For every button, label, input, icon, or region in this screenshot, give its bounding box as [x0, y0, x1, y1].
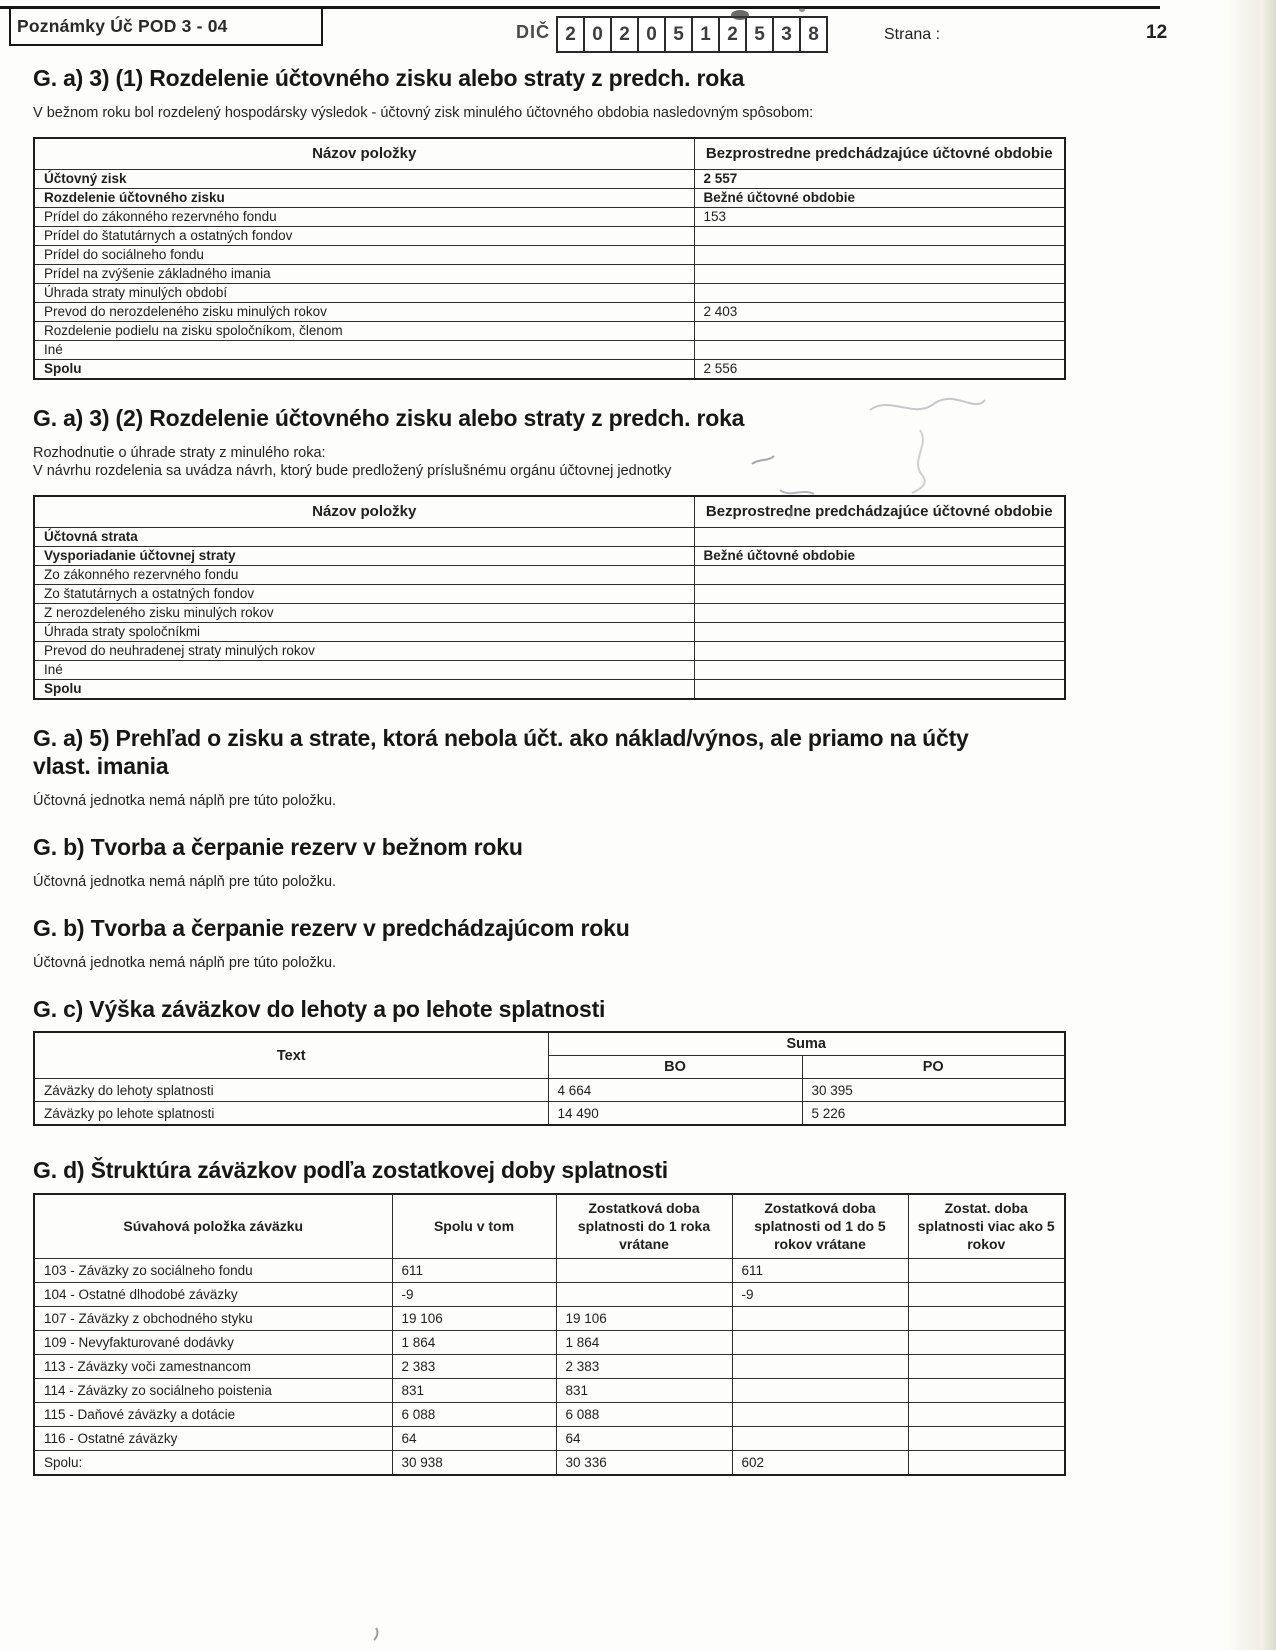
cell-value: [694, 679, 1065, 699]
cell-spolu: 831: [392, 1378, 556, 1402]
table-row: [34, 302, 1065, 321]
col-header-period: Bezprostredne predchádzajúce účtovné obdobie: [694, 496, 1065, 528]
table-row: [34, 1102, 1065, 1126]
cell-spolu: 30 938: [392, 1450, 556, 1475]
cell-spolu: 611: [392, 1258, 556, 1282]
s5-body: Účtovná jednotka nemá náplň pre túto položku.: [33, 954, 337, 971]
table-row: [34, 245, 1065, 264]
col-header-total: Spolu v tom: [392, 1194, 556, 1258]
table-row: [34, 660, 1065, 679]
cell-od1do5: 611: [732, 1258, 908, 1282]
cell-label: Spolu: [34, 679, 694, 699]
cell-do1: [556, 1258, 732, 1282]
cell-viac5: [908, 1378, 1065, 1402]
cell-value: 2 557: [694, 169, 1065, 188]
cell-value: [694, 584, 1065, 603]
cell-label: 116 - Ostatné záväzky: [34, 1426, 392, 1450]
cell-value: [694, 622, 1065, 641]
cell-do1: 1 864: [556, 1330, 732, 1354]
table-row: [34, 169, 1065, 188]
table-row: [34, 1258, 1065, 1282]
cell-spolu: -9: [392, 1282, 556, 1306]
cell-viac5: [908, 1282, 1065, 1306]
dic-digit-box: 0: [583, 16, 612, 53]
cell-label: Prídel do sociálneho fondu: [34, 245, 694, 264]
cell-label: Účtovná strata: [34, 527, 694, 546]
col-header-suma: Suma: [548, 1032, 1065, 1056]
page-number-label: Strana :: [884, 26, 941, 43]
cell-value: [694, 245, 1065, 264]
cell-label: Prídel do zákonného rezervného fondu: [34, 207, 694, 226]
cell-value: 2 556: [694, 359, 1065, 379]
loss-settlement-table: [33, 495, 1066, 700]
table-row: [34, 1402, 1065, 1426]
section-title-ga5: G. a) 5) Prehľad o zisku a strate, ktorá nebola účt. ako náklad/výnos, ale priamo na účty vlast. imania: [33, 724, 969, 780]
section-title-gd: G. d) Štruktúra záväzkov podľa zostatkovej doby splatnosti: [33, 1157, 668, 1184]
liabilities-structure-table: [33, 1193, 1066, 1476]
profit-distribution-table: [33, 137, 1066, 380]
cell-od1do5: -9: [732, 1282, 908, 1306]
cell-label: Spolu: [34, 359, 694, 379]
cell-value: [694, 226, 1065, 245]
cell-do1: 6 088: [556, 1402, 732, 1426]
dic-digit-box: 3: [772, 16, 801, 53]
table-row: [34, 565, 1065, 584]
cell-do1: 831: [556, 1378, 732, 1402]
table-row: [34, 283, 1065, 302]
cell-label: 109 - Nevyfakturované dodávky: [34, 1330, 392, 1354]
cell-value: Bežné účtovné obdobie: [694, 546, 1065, 565]
table-row: [34, 207, 1065, 226]
form-label-box: [9, 9, 323, 46]
dic-digit-box: 8: [799, 16, 828, 53]
cell-od1do5: [732, 1306, 908, 1330]
cell-value: [694, 340, 1065, 359]
cell-viac5: [908, 1402, 1065, 1426]
cell-od1do5: [732, 1426, 908, 1450]
cell-label: Iné: [34, 340, 694, 359]
cell-value: [694, 565, 1065, 584]
cell-od1do5: [732, 1330, 908, 1354]
bottom-speck: [368, 1624, 398, 1644]
dic-digit-box: 2: [556, 16, 585, 53]
dic-digit-box: 2: [610, 16, 639, 53]
cell-label: Úhrada straty spoločníkmi: [34, 622, 694, 641]
col-header-period: Bezprostredne predchádzajúce účtovné obdobie: [694, 138, 1065, 170]
cell-value-bo: 14 490: [548, 1102, 802, 1126]
dic-digit-box: 5: [664, 16, 693, 53]
table-row: [34, 1354, 1065, 1378]
cell-spolu: 2 383: [392, 1354, 556, 1378]
table-header-row: [34, 1194, 1065, 1258]
cell-label: Prídel do štatutárnych a ostatných fondov: [34, 226, 694, 245]
cell-label: Úhrada straty minulých období: [34, 283, 694, 302]
dic-field: [516, 16, 828, 53]
section-title-ga3-2: G. a) 3) (2) Rozdelenie účtovného zisku alebo straty z predch. roka: [33, 404, 745, 431]
s2-intro-line1: Rozhodnutie o úhrade straty z minulého roka:: [33, 444, 326, 461]
scan-edge-strip: [1260, 0, 1276, 1650]
cell-od1do5: 602: [732, 1450, 908, 1475]
table-row: [34, 584, 1065, 603]
s4-body: Účtovná jednotka nemá náplň pre túto položku.: [33, 873, 337, 890]
cell-label: 114 - Záväzky zo sociálneho poistenia: [34, 1378, 392, 1402]
dic-digit-box: 5: [745, 16, 774, 53]
cell-label: Z nerozdeleného zisku minulých rokov: [34, 603, 694, 622]
cell-label: Záväzky do lehoty splatnosti: [34, 1079, 548, 1102]
cell-od1do5: [732, 1378, 908, 1402]
cell-viac5: [908, 1330, 1065, 1354]
page-number-value: 12: [1146, 22, 1168, 43]
cell-do1: 30 336: [556, 1450, 732, 1475]
dic-digit-box: 2: [718, 16, 747, 53]
col-header-po: PO: [802, 1056, 1065, 1079]
cell-label: Zo zákonného rezervného fondu: [34, 565, 694, 584]
s3-body: Účtovná jednotka nemá náplň pre túto položku.: [33, 793, 337, 809]
table-row: [34, 641, 1065, 660]
cell-value-po: 5 226: [802, 1102, 1065, 1126]
cell-label: 113 - Záväzky voči zamestnancom: [34, 1354, 392, 1378]
table-header-row: [34, 1032, 1065, 1056]
cell-viac5: [908, 1450, 1065, 1475]
table-total-row: [34, 359, 1065, 379]
col-header-name: Názov položky: [34, 138, 694, 170]
section-title-gc: G. c) Výška záväzkov do lehoty a po lehote splatnosti: [33, 995, 606, 1022]
table-header-row: [34, 138, 1065, 170]
cell-label: Prevod do nerozdeleného zisku minulých rokov: [34, 302, 694, 321]
cell-value: [694, 283, 1065, 302]
col-header-text: Text: [34, 1032, 548, 1079]
dic-digit-cells: [558, 16, 828, 53]
cell-do1: 19 106: [556, 1306, 732, 1330]
table-row: [34, 1378, 1065, 1402]
liabilities-maturity-table: [33, 1031, 1066, 1126]
table-row: [34, 340, 1065, 359]
section-title-ga3-1: G. a) 3) (1) Rozdelenie účtovného zisku alebo straty z predch. roka: [33, 65, 745, 91]
cell-label: Prevod do neuhradenej straty minulých rokov: [34, 641, 694, 660]
table-row: [34, 321, 1065, 340]
cell-value-po: 30 395: [802, 1079, 1065, 1102]
cell-do1: [556, 1282, 732, 1306]
cell-od1do5: [732, 1402, 908, 1426]
cell-od1do5: [732, 1354, 908, 1378]
cell-spolu: 1 864: [392, 1330, 556, 1354]
page-content: [33, 56, 1066, 1478]
table-row: [34, 622, 1065, 641]
section-title-gb-bezny: G. b) Tvorba a čerpanie rezerv v bežnom roku: [33, 834, 523, 860]
dic-digit-box: 1: [691, 16, 720, 53]
cell-spolu: 64: [392, 1426, 556, 1450]
cell-label: Iné: [34, 660, 694, 679]
cell-value: Bežné účtovné obdobie: [694, 188, 1065, 207]
cell-label: Prídel na zvýšenie základného imania: [34, 264, 694, 283]
cell-label: Spolu:: [34, 1450, 392, 1475]
cell-value: [694, 603, 1065, 622]
cell-label: 103 - Záväzky zo sociálneho fondu: [34, 1258, 392, 1282]
cell-spolu: 19 106: [392, 1306, 556, 1330]
col-header-name: Názov položky: [34, 496, 694, 528]
cell-label: 104 - Ostatné dlhodobé záväzky: [34, 1282, 392, 1306]
cell-value: [694, 660, 1065, 679]
table-subheader-row: [34, 546, 1065, 565]
form-label: Poznámky Úč POD 3 - 04: [17, 16, 228, 36]
table-row: [34, 226, 1065, 245]
cell-viac5: [908, 1426, 1065, 1450]
cell-value: 2 403: [694, 302, 1065, 321]
col-header-item: Súvahová položka záväzku: [34, 1194, 392, 1258]
table-row: [34, 1079, 1065, 1102]
cell-viac5: [908, 1258, 1065, 1282]
table-row: [34, 527, 1065, 546]
scan-edge-shadow: [1226, 0, 1260, 1650]
col-header-1to5: Zostatková doba splatnosti od 1 do 5 rokov vrátane: [732, 1194, 908, 1258]
cell-value: [694, 264, 1065, 283]
cell-value: [694, 641, 1065, 660]
cell-value: 153: [694, 207, 1065, 226]
cell-viac5: [908, 1306, 1065, 1330]
cell-do1: 64: [556, 1426, 732, 1450]
cell-label: Zo štatutárnych a ostatných fondov: [34, 584, 694, 603]
cell-label: Vysporiadanie účtovnej straty: [34, 546, 694, 565]
table-row: [34, 1306, 1065, 1330]
table-subheader-row: [34, 188, 1065, 207]
s2-intro-line2: V návrhu rozdelenia sa uvádza návrh, ktorý bude predložený príslušnému orgánu účtovnej jednotky: [33, 462, 672, 479]
cell-label: Rozdelenie podielu na zisku spoločníkom, členom: [34, 321, 694, 340]
cell-label: Účtovný zisk: [34, 169, 694, 188]
cell-label: 115 - Daňové záväzky a dotácie: [34, 1402, 392, 1426]
cell-label: Rozdelenie účtovného zisku: [34, 188, 694, 207]
cell-label: 107 - Záväzky z obchodného styku: [34, 1306, 392, 1330]
cell-value: [694, 321, 1065, 340]
cell-spolu: 6 088: [392, 1402, 556, 1426]
table-row: [34, 603, 1065, 622]
dic-digit-box: 0: [637, 16, 666, 53]
s1-intro: V bežnom roku bol rozdelený hospodársky výsledok - účtovný zisk minulého účtovného obdobia nasledovným spôsobom:: [33, 104, 814, 121]
cell-label: Záväzky po lehote splatnosti: [34, 1102, 548, 1126]
cell-viac5: [908, 1354, 1065, 1378]
cell-value: [694, 527, 1065, 546]
table-total-row: [34, 679, 1065, 699]
cell-value-bo: 4 664: [548, 1079, 802, 1102]
section-title-gb-predch: G. b) Tvorba a čerpanie rezerv v predchádzajúcom roku: [33, 914, 630, 941]
dic-label: DIČ: [516, 22, 550, 42]
table-row: [34, 1282, 1065, 1306]
cell-do1: 2 383: [556, 1354, 732, 1378]
table-header-row: [34, 496, 1065, 528]
col-header-upto1: Zostatková doba splatnosti do 1 roka vrátane: [556, 1194, 732, 1258]
col-header-bo: BO: [548, 1056, 802, 1079]
col-header-over5: Zostat. doba splatnosti viac ako 5 rokov: [908, 1194, 1065, 1258]
table-total-row: [34, 1450, 1065, 1475]
table-row: [34, 1330, 1065, 1354]
table-row: [34, 1426, 1065, 1450]
table-row: [34, 264, 1065, 283]
